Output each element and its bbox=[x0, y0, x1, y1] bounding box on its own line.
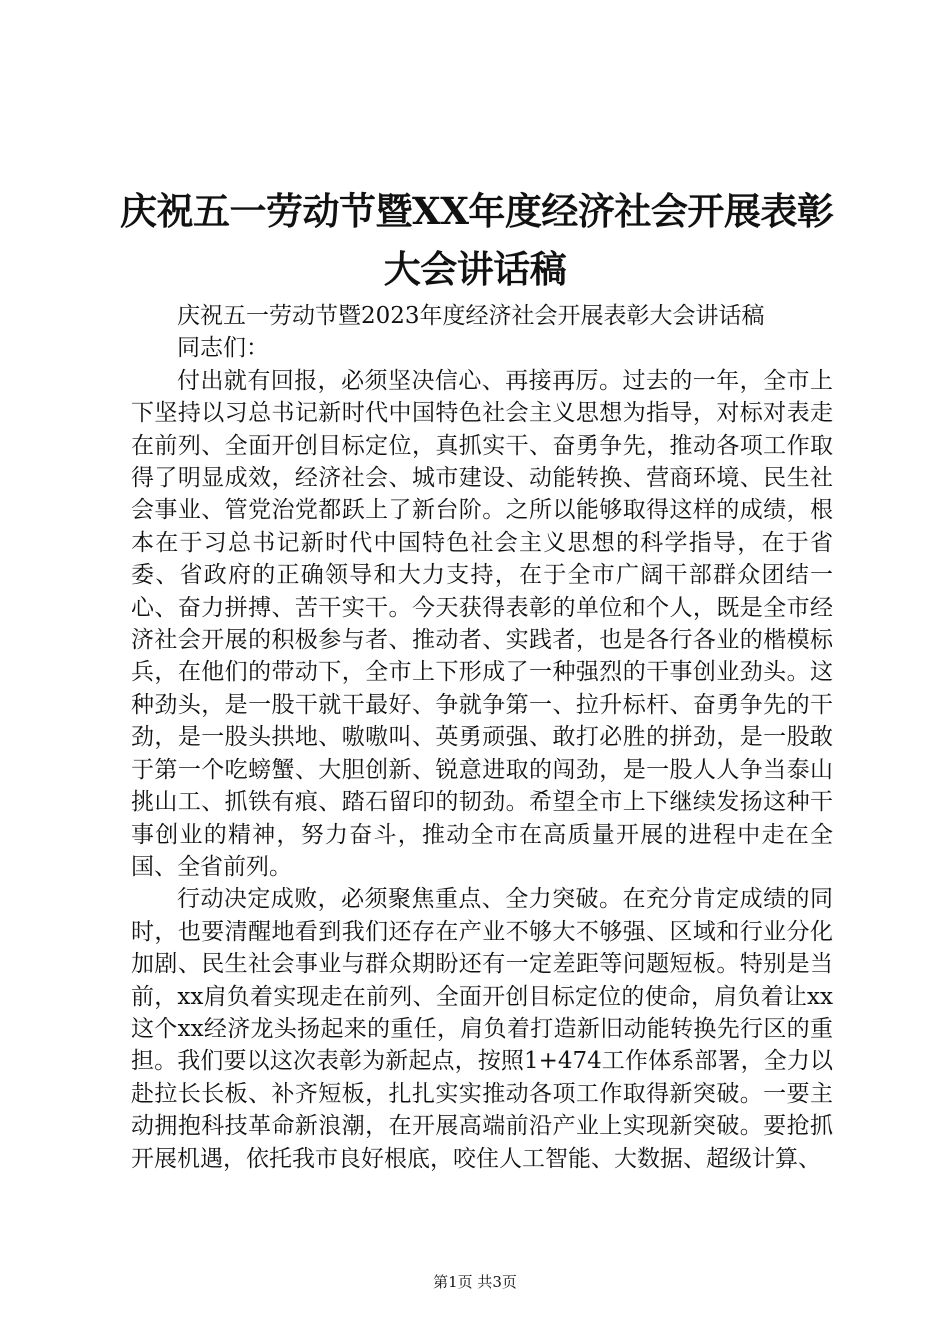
page-footer: 第1页 共3页 bbox=[433, 1273, 517, 1291]
body-paragraph: 行动决定成败，必须聚焦重点、全力突破。在充分肯定成绩的同时，也要清醒地看到我们还存在产业不够大不够强、区域和行业分化加剧、民生社会事业与群众期盼还有一定差距等问题短板。特别是当前，xx肩负着实现走在前列、全面开创目标定位的使命，肩负着让xx这个xx经济龙头扬起来的重任，肩负着打造新旧动能转换先行区的重担。我们要以这次表彰为新起点，按照1+474工作体系部署，全力以赴拉长长板、补齐短板，扎扎实实推动各项工作取得新突破。一要主动拥抱科技革命新浪潮，在开展高端前沿产业上实现新突破。要抢抓开展机遇，依托我市良好根底，咬住人工智能、大数据、超级计算、 bbox=[131, 886, 833, 1172]
document-title-line-2: 大会讲话稿 bbox=[383, 247, 567, 291]
body-paragraph: 付出就有回报，必须坚决信心、再接再厉。过去的一年，全市上下坚持以习总书记新时代中国特色社会主义思想为指导，对标对表走在前列、全面开创目标定位，真抓实干、奋勇争先，推动各项工作取得了明显成效，经济社会、城市建设、动能转换、营商环境、民生社会事业、管党治党都跃上了新台阶。之所以能够取得这样的成绩，根本在于习总书记新时代中国特色社会主义思想的科学指导，在于省委、省政府的正确领导和大力支持，在于全市广阔干部群众团结一心、奋力拼搏、苦干实干。今天获得表彰的单位和个人，既是全市经济社会开展的积极参与者、推动者、实践者，也是各行各业的楷模标兵，在他们的带动下，全市上下形成了一种强烈的干事创业劲头。这种劲头，是一股干就干最好、争就争第一、拉升标杆、奋勇争先的干劲，是一股头拱地、嗷嗷叫、英勇顽强、敢打必胜的拼劲，是一股敢于第一个吃螃蟹、大胆创新、锐意进取的闯劲，是一股人人争当泰山挑山工、抓铁有痕、踏石留印的韧劲。希望全市上下继续发扬这种干事创业的精神，努力奋斗，推动全市在高质量开展的进程中走在全国、全省前列。 bbox=[131, 367, 833, 880]
document-title-line-1: 庆祝五一劳动节暨XX年度经济社会开展表彰 bbox=[120, 189, 834, 233]
subtitle-paragraph: 庆祝五一劳动节暨2023年度经济社会开展表彰大会讲话稿 bbox=[177, 303, 765, 329]
document-body bbox=[131, 300, 833, 1175]
salutation-paragraph: 同志们： bbox=[177, 335, 269, 362]
